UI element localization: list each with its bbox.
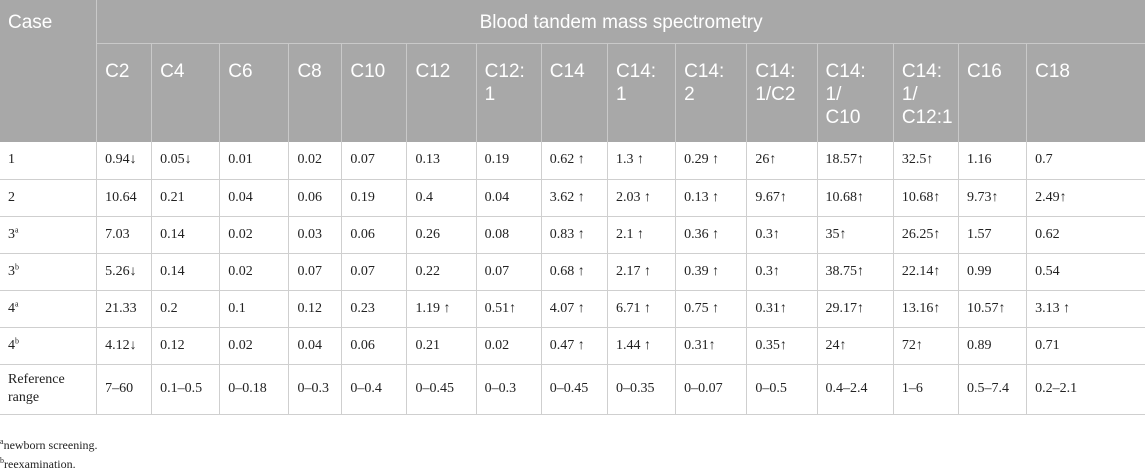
- value-cell: 0.4: [407, 179, 476, 216]
- value-cell: 0.54: [1027, 253, 1145, 290]
- value-cell: 2.17 ↑: [607, 253, 675, 290]
- reference-value: 7–60: [97, 364, 152, 414]
- value-cell: 13.16↑: [893, 290, 958, 327]
- footnote-mark: b: [0, 456, 4, 465]
- value-cell: 10.57↑: [958, 290, 1026, 327]
- column-header: C2: [97, 43, 152, 142]
- value-cell: 0.36 ↑: [676, 216, 747, 253]
- value-cell: 0.51↑: [476, 290, 541, 327]
- value-cell: 0.04: [289, 327, 342, 364]
- value-cell: 9.67↑: [747, 179, 817, 216]
- reference-row: [0, 364, 1145, 414]
- value-cell: 0.62 ↑: [541, 142, 607, 179]
- table-row: [0, 142, 1145, 179]
- table-body: [0, 142, 1145, 414]
- value-cell: 2.1 ↑: [607, 216, 675, 253]
- value-cell: 1.44 ↑: [607, 327, 675, 364]
- value-cell: 0.99: [958, 253, 1026, 290]
- value-cell: 0.35↑: [747, 327, 817, 364]
- value-cell: 0.14: [152, 216, 220, 253]
- reference-label: Reference range: [0, 364, 97, 414]
- case-cell: [0, 142, 97, 179]
- value-cell: 0.75 ↑: [676, 290, 747, 327]
- reference-value: 0–0.07: [676, 364, 747, 414]
- value-cell: 3.13 ↑: [1027, 290, 1145, 327]
- footnote-text: newborn screening.: [3, 438, 98, 452]
- value-cell: 0.07: [342, 253, 407, 290]
- case-number: 2: [8, 189, 15, 205]
- footnote: [0, 455, 98, 474]
- reference-value: 0–0.45: [407, 364, 476, 414]
- case-footnote-mark: b: [15, 335, 19, 345]
- reference-value: 0–0.3: [476, 364, 541, 414]
- case-cell: [0, 253, 97, 290]
- value-cell: 0.21: [407, 327, 476, 364]
- column-header: C14: 1/ C12:1: [893, 43, 958, 142]
- column-header: C14: 1/ C10: [817, 43, 893, 142]
- reference-value: 0–0.3: [289, 364, 342, 414]
- value-cell: 0.03: [289, 216, 342, 253]
- value-cell: 22.14↑: [893, 253, 958, 290]
- column-header-row: [0, 43, 1145, 142]
- table-row: [0, 216, 1145, 253]
- table-row: [0, 290, 1145, 327]
- value-cell: 0.39 ↑: [676, 253, 747, 290]
- reference-value: 1–6: [893, 364, 958, 414]
- value-cell: 0.02: [476, 327, 541, 364]
- value-cell: 9.73↑: [958, 179, 1026, 216]
- case-cell: [0, 216, 97, 253]
- case-cell: [0, 327, 97, 364]
- value-cell: 0.62: [1027, 216, 1145, 253]
- value-cell: 0.19: [476, 142, 541, 179]
- value-cell: 0.07: [289, 253, 342, 290]
- value-cell: 7.03: [97, 216, 152, 253]
- value-cell: 1.16: [958, 142, 1026, 179]
- footnotes: [0, 436, 98, 474]
- case-footnote-mark: a: [15, 224, 19, 234]
- value-cell: 0.68 ↑: [541, 253, 607, 290]
- value-cell: 6.71 ↑: [607, 290, 675, 327]
- value-cell: 4.12↓: [97, 327, 152, 364]
- value-cell: 0.13: [407, 142, 476, 179]
- reference-value: 0–0.35: [607, 364, 675, 414]
- table-row: [0, 327, 1145, 364]
- case-number: 4: [8, 337, 15, 353]
- footnote-mark: a: [0, 437, 4, 446]
- value-cell: 0.3↑: [747, 253, 817, 290]
- value-cell: 21.33: [97, 290, 152, 327]
- value-cell: 2.49↑: [1027, 179, 1145, 216]
- value-cell: 1.3 ↑: [607, 142, 675, 179]
- value-cell: 0.07: [476, 253, 541, 290]
- case-header: Case: [0, 0, 97, 142]
- value-cell: 5.26↓: [97, 253, 152, 290]
- value-cell: 0.06: [289, 179, 342, 216]
- value-cell: 35↑: [817, 216, 893, 253]
- value-cell: 0.2: [152, 290, 220, 327]
- value-cell: 18.57↑: [817, 142, 893, 179]
- column-header: C4: [152, 43, 220, 142]
- case-number: 3: [8, 263, 15, 279]
- value-cell: 0.89: [958, 327, 1026, 364]
- value-cell: 4.07 ↑: [541, 290, 607, 327]
- value-cell: 0.1: [220, 290, 289, 327]
- value-cell: 10.68↑: [817, 179, 893, 216]
- case-footnote-mark: a: [15, 298, 19, 308]
- column-header: C18: [1027, 43, 1145, 142]
- value-cell: 0.07: [342, 142, 407, 179]
- value-cell: 0.04: [476, 179, 541, 216]
- value-cell: 0.06: [342, 327, 407, 364]
- reference-value: 0.1–0.5: [152, 364, 220, 414]
- value-cell: 0.02: [220, 216, 289, 253]
- value-cell: 3.62 ↑: [541, 179, 607, 216]
- column-header: C14: [541, 43, 607, 142]
- reference-value: 0.2–2.1: [1027, 364, 1145, 414]
- value-cell: 0.31↑: [676, 327, 747, 364]
- value-cell: 1.19 ↑: [407, 290, 476, 327]
- value-cell: 0.23: [342, 290, 407, 327]
- value-cell: 0.29 ↑: [676, 142, 747, 179]
- reference-value: 0–0.4: [342, 364, 407, 414]
- column-header: C16: [958, 43, 1026, 142]
- reference-value: 0–0.45: [541, 364, 607, 414]
- column-header: C14: 1: [607, 43, 675, 142]
- value-cell: 0.22: [407, 253, 476, 290]
- value-cell: 2.03 ↑: [607, 179, 675, 216]
- value-cell: 0.26: [407, 216, 476, 253]
- value-cell: 0.02: [289, 142, 342, 179]
- value-cell: 0.08: [476, 216, 541, 253]
- value-cell: 38.75↑: [817, 253, 893, 290]
- value-cell: 0.12: [152, 327, 220, 364]
- value-cell: 0.01: [220, 142, 289, 179]
- value-cell: 0.19: [342, 179, 407, 216]
- value-cell: 0.13 ↑: [676, 179, 747, 216]
- column-header: C6: [220, 43, 289, 142]
- value-cell: 0.47 ↑: [541, 327, 607, 364]
- table-row: [0, 253, 1145, 290]
- column-header: C14: 1/C2: [747, 43, 817, 142]
- value-cell: 0.12: [289, 290, 342, 327]
- footnote: [0, 436, 98, 455]
- value-cell: 0.31↑: [747, 290, 817, 327]
- reference-value: 0.5–7.4: [958, 364, 1026, 414]
- case-cell: [0, 290, 97, 327]
- value-cell: 0.7: [1027, 142, 1145, 179]
- reference-value: 0.4–2.4: [817, 364, 893, 414]
- value-cell: 24↑: [817, 327, 893, 364]
- column-header: C12: [407, 43, 476, 142]
- value-cell: 0.02: [220, 327, 289, 364]
- value-cell: 10.68↑: [893, 179, 958, 216]
- group-header: Blood tandem mass spectrometry: [97, 0, 1145, 43]
- value-cell: 0.21: [152, 179, 220, 216]
- case-number: 4: [8, 300, 15, 316]
- value-cell: 0.06: [342, 216, 407, 253]
- value-cell: 0.04: [220, 179, 289, 216]
- reference-value: 0–0.18: [220, 364, 289, 414]
- case-number: 3: [8, 226, 15, 242]
- value-cell: 10.64: [97, 179, 152, 216]
- value-cell: 0.14: [152, 253, 220, 290]
- column-header: C8: [289, 43, 342, 142]
- value-cell: 0.94↓: [97, 142, 152, 179]
- table-row: [0, 179, 1145, 216]
- value-cell: 29.17↑: [817, 290, 893, 327]
- case-cell: [0, 179, 97, 216]
- value-cell: 0.02: [220, 253, 289, 290]
- value-cell: 32.5↑: [893, 142, 958, 179]
- value-cell: 0.83 ↑: [541, 216, 607, 253]
- value-cell: 0.05↓: [152, 142, 220, 179]
- case-footnote-mark: b: [15, 261, 19, 271]
- column-header: C12: 1: [476, 43, 541, 142]
- value-cell: 0.3↑: [747, 216, 817, 253]
- case-number: 1: [8, 152, 15, 168]
- column-header: C14: 2: [676, 43, 747, 142]
- value-cell: 72↑: [893, 327, 958, 364]
- value-cell: 1.57: [958, 216, 1026, 253]
- value-cell: 26↑: [747, 142, 817, 179]
- value-cell: 26.25↑: [893, 216, 958, 253]
- reference-value: 0–0.5: [747, 364, 817, 414]
- column-header: C10: [342, 43, 407, 142]
- footnote-text: reexamination.: [4, 457, 76, 471]
- value-cell: 0.71: [1027, 327, 1145, 364]
